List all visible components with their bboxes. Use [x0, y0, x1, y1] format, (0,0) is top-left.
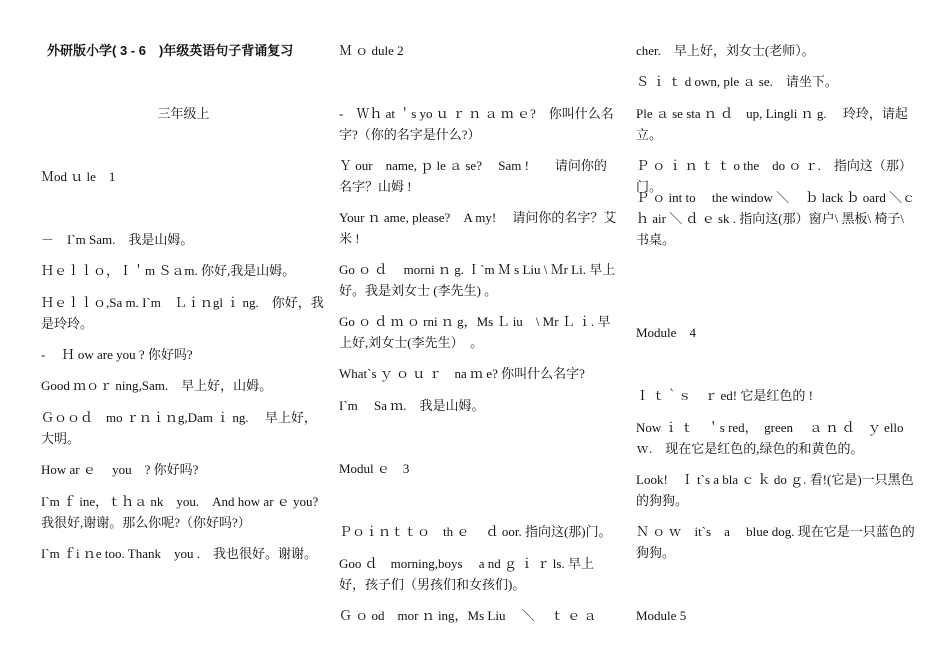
module-4-heading: Module 4	[636, 325, 696, 340]
sentence-line: Ple ａ se sta ｎ ｄ up, Lingli ｎ g. 玲玲，请起立。	[636, 106, 908, 142]
sentence-line: Ｓ ｉ ｔ d own, ple ａ se. 请坐下。	[636, 74, 838, 89]
sentence-line: What`s ｙ ｏ ｕ ｒ na ｍ e? 你叫什么名字?	[339, 366, 585, 381]
sentence-line: Your ｎ ame, please? A my! 请问你的名字？艾米 !	[339, 210, 617, 246]
sentence-line: Ｈｅｌｌｏ，Ｉ＇m Ｓａm. 你好,我是山姆。	[41, 263, 296, 278]
grade-heading: 三年级上	[157, 106, 210, 121]
sentence-line: Ｇ ｏ od mor ｎ ing，Ms Liu ＼ ｔ ｅ ａ	[339, 608, 597, 623]
sentence-line: I`m ｆ ine，ｔｈａ nk you. And how ar ｅ you? 我很好,谢谢。那么你呢?（你好吗?）	[41, 494, 319, 530]
sentence-line: - Ｈ ow are you ? 你好吗?	[41, 347, 193, 362]
sentence-line: Ｉ ｔ｀ｓ ｒ ed! 它是红色的 !	[636, 388, 813, 403]
sentence-line: Now ｉ ｔ ＇s red， green ａ ｎ ｄ ｙ ello ｗ. 现在它是红色的,绿色的和黄色的。	[636, 420, 904, 456]
sentence-line: Ｎ ｏ ｗ it`s a blue dog. 现在它是一只蓝色的狗狗。	[636, 524, 915, 560]
module-2-heading: Ｍ ｏ dule 2	[339, 43, 404, 58]
sentence-line: I`m Sa ｍ. 我是山姆。	[339, 398, 485, 413]
module-1-heading: Ｍod ｕ le 1	[41, 169, 116, 184]
sentence-line: Ｐ ｏ int to the window ＼ ｂ lack ｂ oard ＼ｃ ｈ air ＼ ｄ ｅ sk . 指向这(那）窗户\ 黑板\ 椅子\ 书桌。	[636, 190, 917, 247]
sentence-line: － I`m Sam. 我是山姆。	[41, 232, 194, 247]
module-3-heading: Modul ｅ 3	[339, 461, 410, 476]
document-title: 外研版小学( 3 - 6 )年级英语句子背诵复习	[47, 43, 294, 58]
sentence-line: Ｙ our name, ｐ le ａ se? Sam ! 请问你的名字？山姆 !	[339, 158, 607, 194]
sentence-line: Ｈｅｌｌｏ,Sa m. I`m Ｌｉｎgl ｉ ng. 你好，我是玲玲。	[41, 295, 324, 331]
module-5-heading: Module 5	[636, 608, 687, 623]
sentence-line: Goo ｄ morning,boys a nd ｇ ｉ ｒ ls. 早上好，孩子们（男孩们和女孩们)。	[339, 556, 594, 592]
sentence-line: Go ｏ ｄ morni ｎ g. Ｉ`m Ｍ s Liu \ Ｍr Li. 早上好。我是刘女士 (李先生) 。	[339, 262, 616, 298]
sentence-line: I`m ｆi ｎe too. Thank you . 我也很好。谢谢。	[41, 546, 317, 561]
sentence-line: Good ｍｏｒ ning,Sam. 早上好，山姆。	[41, 378, 273, 393]
sentence-line: Look! Ｉ t`s a bla ｃ ｋ do ｇ. 看!(它是)一只黑色的狗狗。	[636, 472, 914, 508]
sentence-line: Ｇｏｏｄ mo ｒｎｉｎg,Dam ｉ ng. 早上好，大明。	[41, 410, 317, 446]
sentence-line: Ｐ ｏ ｉ ｎ ｔ ｔ o the do ｏ ｒ. 指向这（那）门。	[636, 158, 912, 194]
sentence-line: How ar ｅ you ? 你好吗?	[41, 462, 199, 477]
sentence-line: Ｐｏｉｎｔｔｏ th ｅ ｄ oor. 指向这(那)门。	[339, 524, 612, 539]
sentence-line: - Ｗｈ at ＇s yo ｕ ｒ ｎ ａ ｍ ｅ? 你叫什么名字?（你的名字是什么?）	[339, 106, 614, 142]
sentence-line: Go ｏ ｄ ｍ ｏ rni ｎ g，Ms Ｌ iu \ Mr Ｌ ｉ. 早上好,刘女士(李先生） 。	[339, 314, 611, 350]
sentence-line: cher. 早上好，刘女士(老师）。	[636, 43, 815, 58]
